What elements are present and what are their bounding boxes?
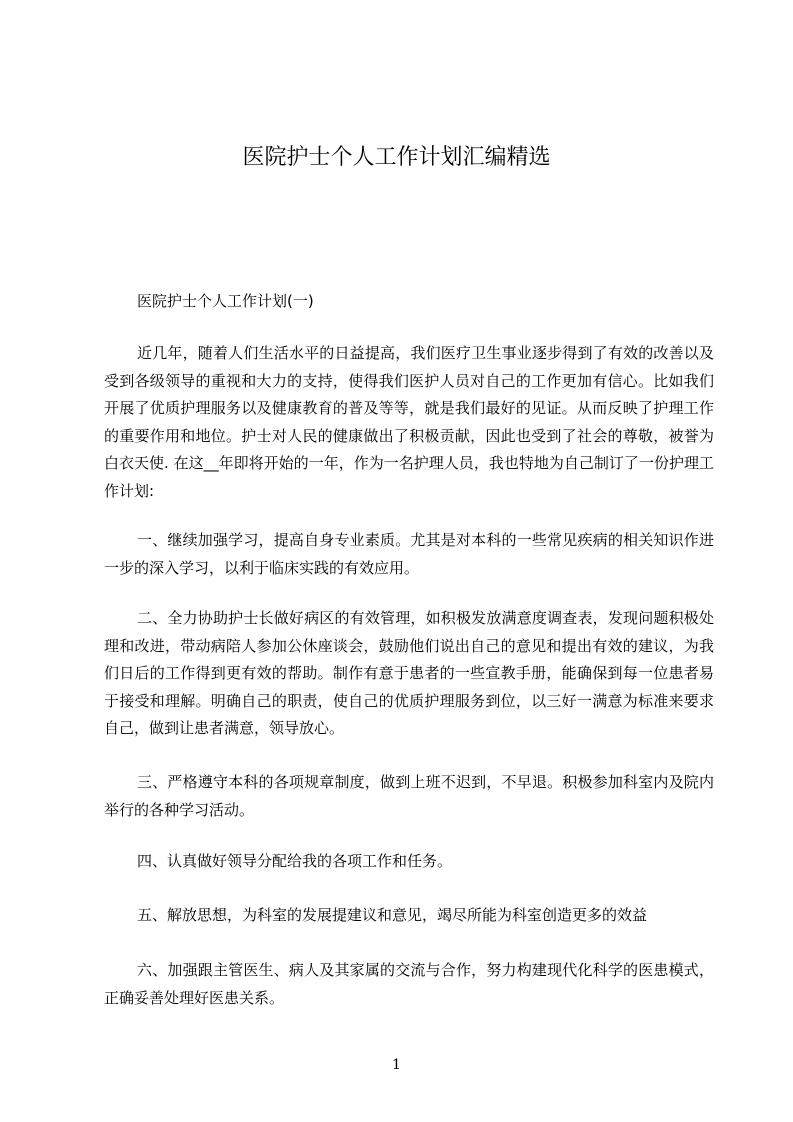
page-number: 1 [392, 1057, 401, 1073]
plan-item-2: 二、全力协助护士长做好病区的有效管理，如积极发放满意度调查表，发现问题积极处理和改进，带动病陪人参加公休座谈会，鼓励他们说出自己的意见和提出有效的建议，为我们日后的工作得到更有效的帮助。制作有意于患者的一些宣教手册，能确保到每一位患者易于接受和理解。明确自己的职责，使自己的优质护理服务到位，以三好一满意为标准来要求自己，做到让患者满意，领导放心。 [104, 609, 714, 737]
plan-item-1: 一、继续加强学习，提高自身专业素质。尤其是对本科的一些常见疾病的相关知识作进一步的深入学习，以利于临床实践的有效应用。 [104, 531, 714, 577]
plan-item-4: 四、认真做好领导分配给我的各项工作和任务。 [137, 852, 453, 870]
intro-paragraph: 近几年，随着人们生活水平的日益提高，我们医疗卫生事业逐步得到了有效的改善以及受到各级领导的重视和大力的支持，使得我们医护人员对自己的工作更加有信心。比如我们开展了优质护理服务以及健康教育的普及等等，就是我们最好的见证。从而反映了护理工作的重要作用和地位。护士对人民的健康做出了积极贡献，因此也受到了社会的尊敬，被誉为白衣天使. 在这__年即将开始的一年，作为一名护理人员，我也特地为自己制订了一份护理工作计划: [104, 344, 714, 500]
plan-item-3: 三、严格遵守本科的各项规章制度，做到上班不迟到，不早退。积极参加科室内及院内举行的各种学习活动。 [104, 773, 714, 819]
plan-item-6: 六、加强跟主管医生、病人及其家属的交流与合作，努力构建现代化科学的医患模式，正确妥善处理好医患关系。 [104, 961, 714, 1007]
document-title: 医院护士个人工作计划汇编精选 [242, 145, 551, 170]
section-heading: 医院护士个人工作计划(一) [137, 292, 314, 310]
plan-item-5: 五、解放思想，为科室的发展提建议和意见，竭尽所能为科室创造更多的效益 [137, 906, 648, 924]
